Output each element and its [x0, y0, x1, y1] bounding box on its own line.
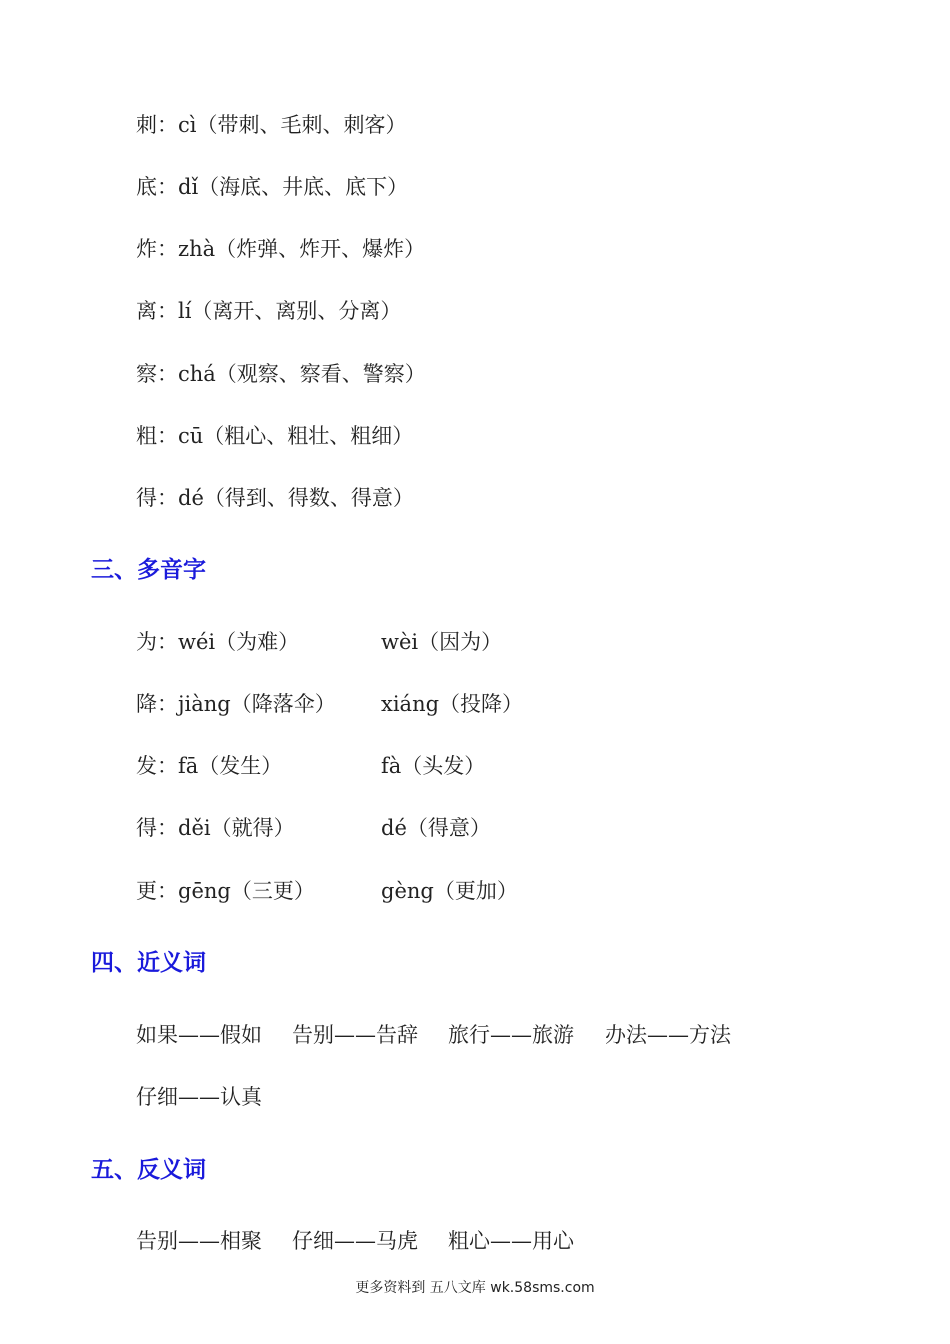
polyphonic-reading-2: fà（头发） — [381, 754, 486, 778]
antonym-pair: 仔细——马虎 — [292, 1229, 418, 1253]
vocab-line: 察：chá（观察、察看、警察） — [136, 362, 426, 386]
vocab-line: 得：dé（得到、得数、得意） — [136, 486, 414, 510]
synonym-pair: 办法——方法 — [605, 1023, 731, 1047]
synonym-pair: 仔细——认真 — [136, 1085, 262, 1109]
vocab-line: 离：lí（离开、离别、分离） — [136, 299, 402, 323]
synonym-pair: 告别——告辞 — [292, 1023, 418, 1047]
polyphonic-reading-2: xiáng（投降） — [381, 692, 524, 716]
polyphonic-reading-1: 得：děi（就得） — [136, 816, 295, 840]
polyphonic-reading-1: 更：gēng（三更） — [136, 879, 315, 903]
polyphonic-reading-2: dé（得意） — [381, 816, 491, 840]
antonym-pair: 告别——相聚 — [136, 1229, 262, 1253]
polyphonic-reading-1: 发：fā（发生） — [136, 754, 283, 778]
polyphonic-reading-1: 降：jiàng（降落伞） — [136, 692, 336, 716]
section-heading-polyphonic: 三、多音字 — [91, 557, 206, 583]
synonym-pair: 旅行——旅游 — [448, 1023, 574, 1047]
vocab-line: 炸：zhà（炸弹、炸开、爆炸） — [136, 237, 426, 261]
polyphonic-reading-1: 为：wéi（为难） — [136, 630, 300, 654]
polyphonic-reading-2: wèi（因为） — [381, 630, 503, 654]
vocab-line: 刺：cì（带刺、毛刺、刺客） — [136, 113, 407, 137]
vocab-line: 底：dǐ（海底、井底、底下） — [136, 175, 409, 199]
polyphonic-reading-2: gèng（更加） — [381, 879, 518, 903]
synonym-pair: 如果——假如 — [136, 1023, 262, 1047]
section-heading-synonyms: 四、近义词 — [91, 950, 206, 976]
antonym-pair: 粗心——用心 — [448, 1229, 574, 1253]
vocab-line: 粗：cū（粗心、粗壮、粗细） — [136, 424, 414, 448]
footer-text: 更多资料到 五八文库 wk.58sms.com — [355, 1280, 595, 1296]
section-heading-antonyms: 五、反义词 — [91, 1157, 206, 1183]
